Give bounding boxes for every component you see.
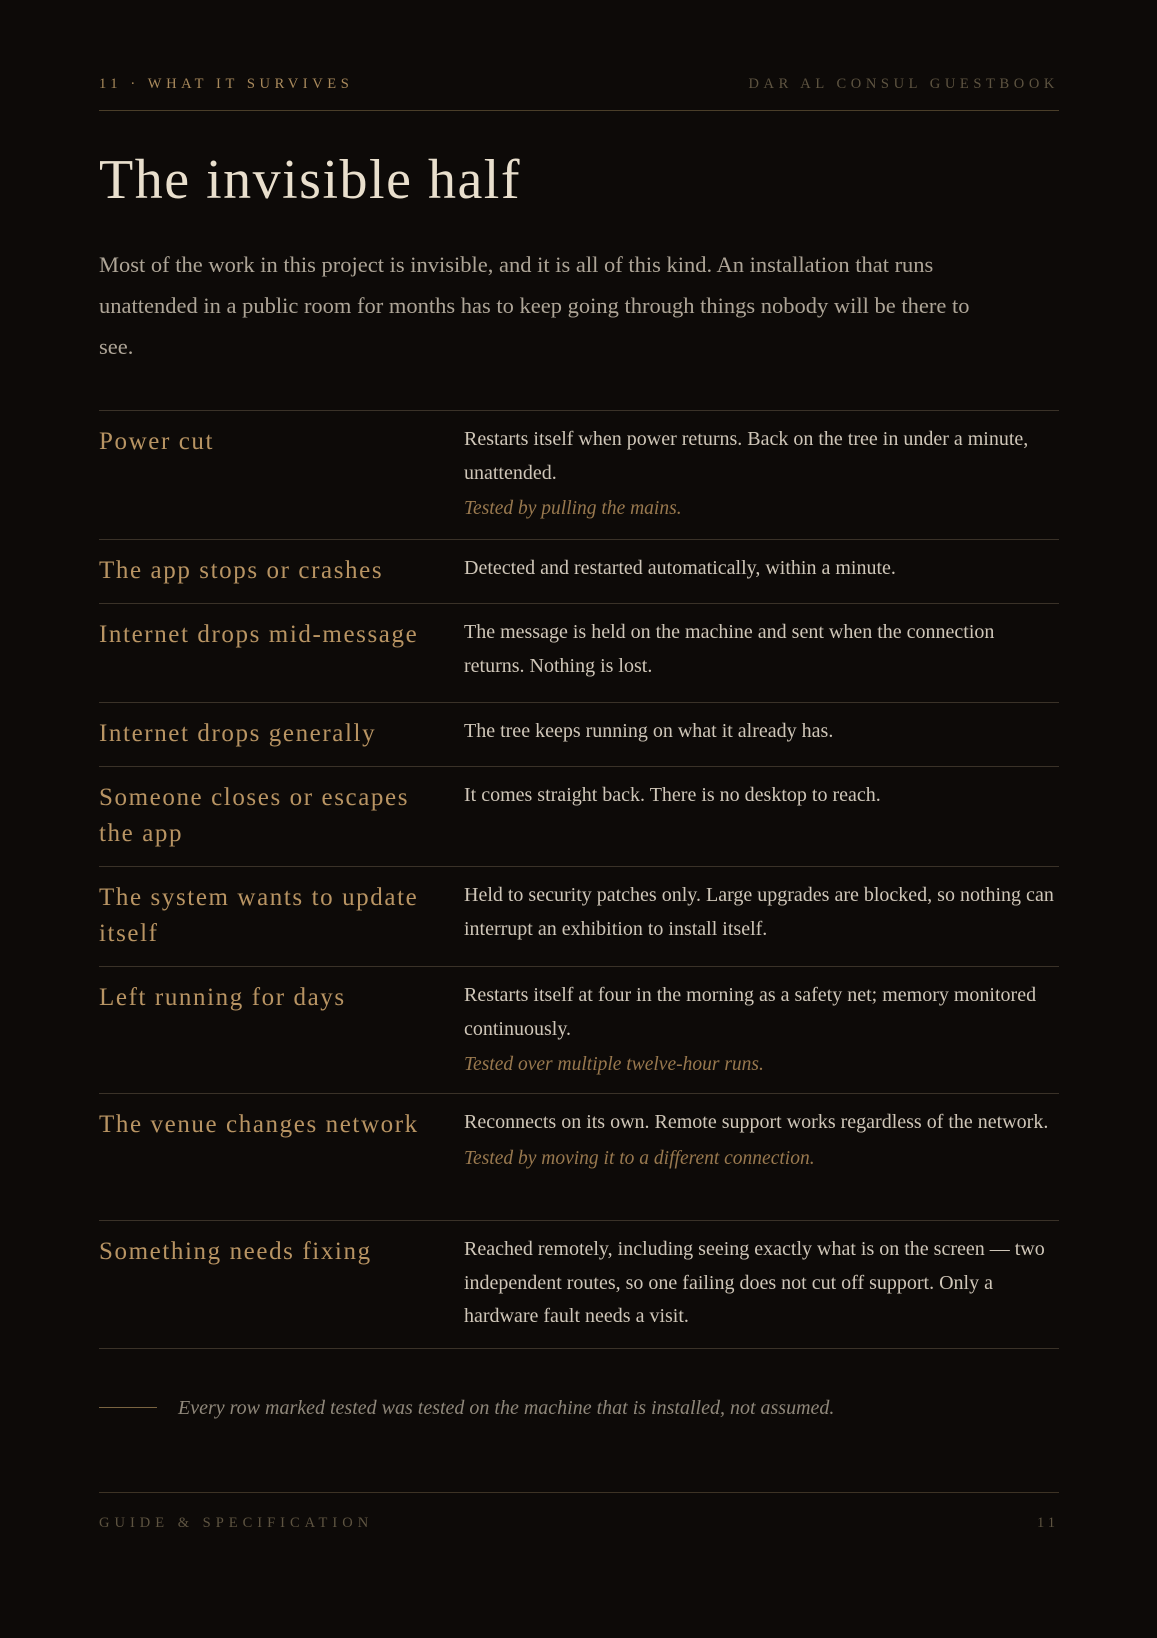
intro-paragraph: Most of the work in this project is invisible, and it is all of this kind. An installation that runs unattended in a public room for months has to keep going through things nobody will be there to see. [99, 252, 970, 359]
page-footer [99, 1492, 1059, 1533]
scenario-label: The app stops or crashes [99, 557, 384, 584]
scenario-description [464, 1106, 1059, 1174]
description-text: The tree keeps running on what it already has. [464, 720, 834, 742]
scenario-label: Someone closes or escapes the app [99, 784, 410, 847]
description-text: Reconnects on its own. Remote support works regardless of the network. [464, 1111, 1049, 1133]
description-text: Detected and restarted automatically, within a minute. [464, 557, 896, 579]
scenario-label: Something needs fixing [99, 1238, 372, 1265]
scenario-description [464, 616, 1059, 683]
scenario-label: The system wants to update itself [99, 884, 419, 947]
scenario-label: Power cut [99, 428, 215, 455]
table-row [99, 1094, 1059, 1221]
scenario-label: Internet drops mid-message [99, 621, 419, 648]
tested-note: Tested by pulling the mains. [464, 498, 682, 519]
scenario-description [464, 1233, 1059, 1334]
scenario-table [99, 410, 1059, 1349]
description-text: Held to security patches only. Large upgrades are blocked, so nothing can interrupt an exhibition to install itself. [464, 884, 1054, 940]
scenario-description [464, 879, 1059, 946]
description-text: Reached remotely, including seeing exactly what is on the screen — two independent routes, so one failing does not cut off support. Only a hardware fault needs a visit. [464, 1238, 1045, 1327]
page-number: 11 [1037, 1515, 1059, 1531]
page-title: The invisible half [99, 149, 522, 211]
scenario-description [464, 552, 1059, 586]
scenario-label: The venue changes network [99, 1111, 419, 1138]
footer-label: GUIDE & SPECIFICATION [99, 1515, 374, 1531]
description-text: It comes straight back. There is no desktop to reach. [464, 784, 881, 806]
scenario-description [464, 979, 1059, 1080]
table-row [99, 703, 1059, 767]
scenario-description [464, 423, 1059, 524]
table-row [99, 867, 1059, 967]
footnote-rule [99, 1407, 157, 1408]
scenario-label: Left running for days [99, 984, 346, 1011]
table-row [99, 411, 1059, 540]
description-text: Restarts itself when power returns. Back on the tree in under a minute, unattended. [464, 428, 1029, 484]
scenario-label: Internet drops generally [99, 720, 377, 747]
description-text: Restarts itself at four in the morning as a safety net; memory monitored continuously. [464, 984, 1037, 1040]
table-row [99, 967, 1059, 1094]
tested-note: Tested over multiple twelve-hour runs. [464, 1054, 764, 1075]
table-row [99, 604, 1059, 703]
scenario-description [464, 779, 1059, 813]
document-page [99, 0, 1059, 1638]
section-label: 11 · WHAT IT SURVIVES [99, 76, 354, 92]
description-text: The message is held on the machine and sent when the connection returns. Nothing is lost. [464, 621, 995, 677]
running-header [99, 74, 1059, 111]
table-row [99, 540, 1059, 604]
table-row [99, 1221, 1059, 1349]
scenario-description [464, 715, 1059, 749]
document-title: DAR AL CONSUL GUESTBOOK [748, 76, 1059, 92]
footnote-text: Every row marked tested was tested on the machine that is installed, not assumed. [178, 1397, 835, 1419]
table-row [99, 767, 1059, 867]
footnote [99, 1393, 1059, 1423]
tested-note: Tested by moving it to a different connection. [464, 1147, 815, 1169]
